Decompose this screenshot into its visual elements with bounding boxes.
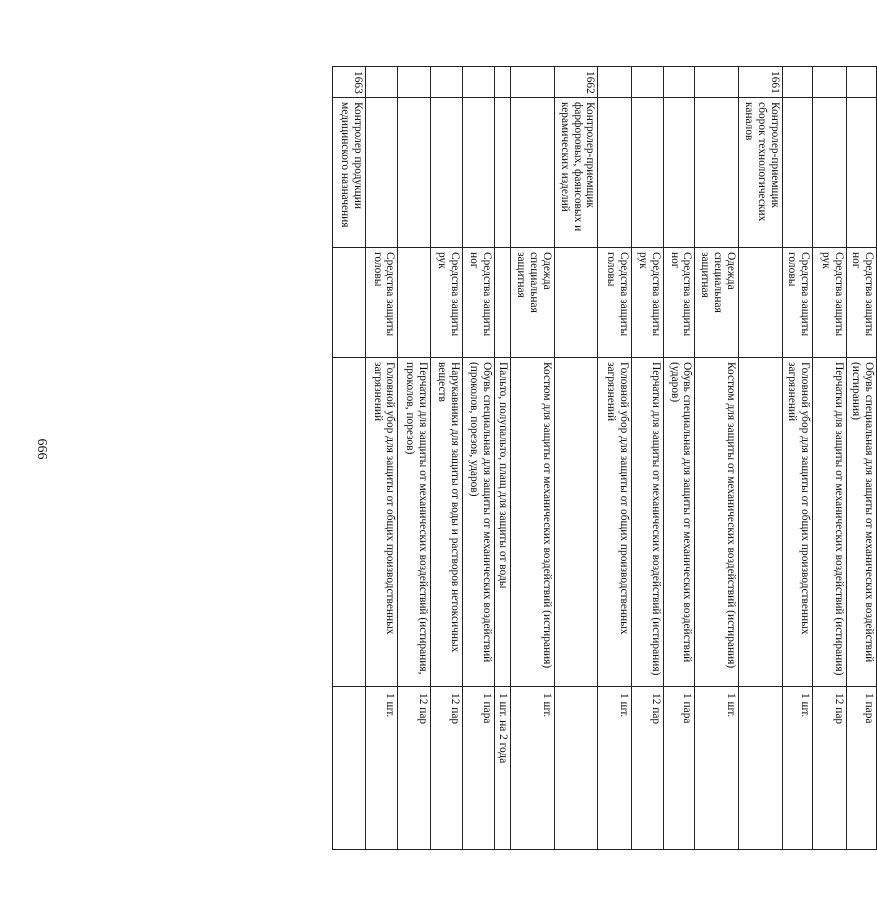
table-row [462,67,494,850]
profession-name [846,98,876,248]
profession-name: Контролер продукции медицинского назначения [333,98,366,248]
row-number [365,67,398,98]
ppe-item: Перчатки для защиты от механических воздействий (истирания, проколов, порезов) [398,358,431,687]
profession-name [462,98,494,248]
issue-norm: 12 пар [632,687,664,850]
table-row [554,67,598,850]
rotated-table-container [332,66,877,849]
ppe-item [554,358,598,687]
table-row [846,67,876,850]
issue-norm: 1 шт. [695,687,739,850]
issue-norm: 1 шт. [598,687,632,850]
profession-name [663,98,695,248]
table-row [598,67,632,850]
ppe-item: Перчатки для защиты от механических воздействий (истирания) [632,358,664,687]
table-row [632,67,664,850]
ppe-type: Средства защиты ног [462,248,494,358]
ppe-type [738,248,782,358]
row-number [431,67,463,98]
issue-norm: 1 шт. [782,687,813,850]
ppe-item: Перчатки для защиты от механических воздействий (истирания) [813,358,847,687]
ppe-item: Костюм для защиты от механических воздействий (истирания) [511,358,555,687]
ppe-item: Пальто, полупальто, плащ для защиты от воды [494,358,511,687]
ppe-item: Костюм для защиты от механических воздействий (истирания) [695,358,739,687]
ppe-item: Обувь специальная для защиты от механических воздействий (проколов, порезов, ударов) [462,358,494,687]
row-number: 1663 [333,67,366,98]
ppe-norms-table [332,66,877,850]
profession-name [813,98,847,248]
ppe-type [333,248,366,358]
row-number [511,67,555,98]
issue-norm [738,687,782,850]
issue-norm [333,687,366,850]
issue-norm: 1 пара [846,687,876,850]
table-row [511,67,555,850]
profession-name [632,98,664,248]
row-number [663,67,695,98]
row-number [494,67,511,98]
profession-name [782,98,813,248]
ppe-type: Одежда специальная защитная [511,248,555,358]
ppe-item: Головной убор для защиты от общих производственных загрязнений [365,358,398,687]
row-number [695,67,739,98]
ppe-type: Средства защиты головы [598,248,632,358]
issue-norm: 1 шт. [365,687,398,850]
table-row [738,67,782,850]
ppe-type: Средства защиты рук [813,248,847,358]
ppe-type: Средства защиты головы [782,248,813,358]
page-number: 666 [34,438,49,460]
issue-norm: 12 пар [398,687,431,850]
table-row [398,67,431,850]
table-row [494,67,511,850]
row-number: 1662 [554,67,598,98]
profession-name [598,98,632,248]
profession-name [365,98,398,248]
table-row [695,67,739,850]
row-number [846,67,876,98]
row-number [782,67,813,98]
profession-name [695,98,739,248]
row-number [398,67,431,98]
row-number [462,67,494,98]
row-number [813,67,847,98]
ppe-type: Средства защиты ног [846,248,876,358]
table-row [431,67,463,850]
issue-norm: 12 пар [431,687,463,850]
ppe-type: Средства защиты рук [431,248,463,358]
table-body [333,67,877,850]
ppe-type [398,248,431,358]
ppe-type: Средства защиты рук [632,248,664,358]
table-row [365,67,398,850]
ppe-item [738,358,782,687]
row-number [598,67,632,98]
ppe-type: Средства защиты ног [663,248,695,358]
row-number: 1661 [738,67,782,98]
profession-name: Контролер-приемщик фарфоровых, фаянсовых и керамических изделий [554,98,598,248]
table-row [782,67,813,850]
row-number [632,67,664,98]
issue-norm: 12 пар [813,687,847,850]
ppe-type [554,248,598,358]
profession-name [494,98,511,248]
ppe-item: Обувь специальная для защиты от механических воздействий (ударов) [663,358,695,687]
table-row [663,67,695,850]
profession-name [398,98,431,248]
ppe-item: Головной убор для защиты от общих производственных загрязнений [782,358,813,687]
ppe-type: Средства защиты головы [365,248,398,358]
issue-norm: 1 пара [462,687,494,850]
table-row [813,67,847,850]
table-row [333,67,366,850]
profession-name: Контролер-приемщик сборок технологических каналов [738,98,782,248]
ppe-item: Обувь специальная для защиты от механических воздействий (истирания) [846,358,876,687]
ppe-item: Головной убор для защиты от общих производственных загрязнений [598,358,632,687]
issue-norm: 1 шт. на 2 года [494,687,511,850]
ppe-type: Одежда специальная защитная [695,248,739,358]
profession-name [511,98,555,248]
profession-name [431,98,463,248]
ppe-item: Нарукавники для защиты от воды и растворов нетоксичных веществ [431,358,463,687]
issue-norm: 1 пара [663,687,695,850]
issue-norm [554,687,598,850]
ppe-type [494,248,511,358]
issue-norm: 1 шт. [511,687,555,850]
ppe-item [333,358,366,687]
